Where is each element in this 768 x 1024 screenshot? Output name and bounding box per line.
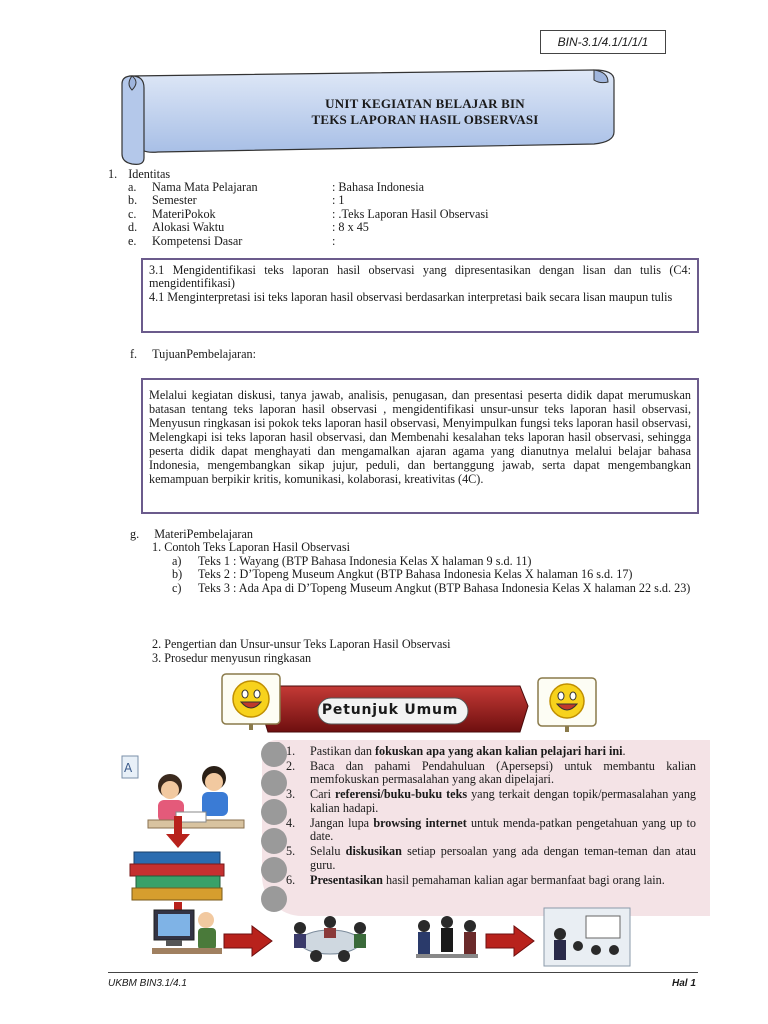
identitas-letter: c. [128,206,137,221]
tujuan-heading: f. TujuanPembelajaran: [130,347,256,361]
presentation-icon [542,906,632,968]
tujuan-box [141,378,699,514]
materi-teks-list [172,555,696,595]
footer-divider [108,972,698,973]
arrow-icon [222,924,274,958]
document-title [300,96,550,128]
kompetensi-dasar-box [141,258,699,333]
footer-page-number: Hal 1 [672,978,696,989]
materi-teks-item: b) Teks 2 : D’Topeng Museum Angkut (BTP Bahasa Indonesia Kelas X halaman 16 s.d. 17) [172,567,633,582]
arrow-icon [484,924,536,958]
tujuan-text: Melalui kegiatan diskusi, tanya jawab, analisis, penugasan, dan presentasi peserta didik dapat merumuskan batasan tentang teks laporan hasil observasi , mengidentifikasi unsur-unsur teks laporan hasil observasi, Menyusun ringkasan isi pokok teks laporan hasil observasi, Menyimpulkan fungsi teks laporan hasil observasi, Melengkapi isi teks laporan hasil observasi, dan Membenahi kesalahan teks laporan hasil observasi, sehingga peserta didik dapat menghayati dan mengamalkan ajaran agama yang dianutnya melalui belajar bahasa Indonesia, mengembangkan sikap jujur, peduli, dan bertanggung jawab, serta dapat mengembangkan kemampuan berpikir kritis, komunikasi, kolaborasi, kreativitas (4C). [149,388,691,486]
identitas-label: Kompetensi Dasar [152,233,243,248]
identitas-label: Semester [152,193,197,208]
identitas-value: : 1 [332,193,345,208]
materi-teks-item: a) Teks 1 : Wayang (BTP Bahasa Indonesia Kelas X halaman 9 s.d. 11) [172,554,532,568]
identitas-letter: a. [128,180,137,194]
petunjuk-item: 6. Presentasikan hasil pemahaman kalian agar bermanfaat bagi orang lain. [286,872,665,887]
identitas-label: Nama Mata Pelajaran [152,180,258,194]
petunjuk-item: 2. Baca dan pahami Pendahuluan (Apersepsi) untuk membantu kalian memfokuskan permasalahan yang akan dipelajari. [286,759,696,787]
title-line-2: TEKS LAPORAN HASIL OBSERVASI [311,112,539,127]
petunjuk-item: 1. Pastikan dan fokuskan apa yang akan kalian pelajari hari ini. [286,744,626,758]
petunjuk-item: 5. Selalu diskusikan setiap persoalan yang ada dengan teman-teman dan atau guru. [286,844,696,872]
identitas-label: Alokasi Waktu [152,220,225,235]
discussion-icon [412,910,482,966]
kd-4-1: 4.1 Menginterpretasi isi teks laporan hasil observasi berdasarkan interpretasi baik secara lisan maupun tulis [149,289,673,304]
identitas-list [128,181,688,251]
materi-heading: g. MateriPembelajaran [130,527,253,541]
identitas-letter: e. [128,233,137,248]
computer-icon [150,904,224,962]
materi-teks-item: c) Teks 3 : Ada Apa di D’Topeng Museum Angkut (BTP Bahasa Indonesia Kelas X halaman 22 s.d. 23) [172,580,691,595]
materi-sub-2: 2. Pengertian dan Unsur-unsur Teks Laporan Hasil Observasi [152,637,451,651]
smiley-icon [536,674,598,732]
identitas-value: : [332,233,336,248]
identitas-heading: 1. Identitas [108,167,171,181]
identitas-value: : Bahasa Indonesia [332,180,425,194]
meeting-icon [282,910,378,966]
identitas-letter: d. [128,220,138,235]
identitas-value: : 8 x 45 [332,220,369,235]
footer-left: UKBM BIN3.1/4.1 [108,978,187,989]
petunjuk-item: 4. Jangan lupa browsing internet untuk menda-patkan pengetahuan yang up to date. [286,815,696,844]
document-code: BIN-3.1/4.1/1/1/1 [540,30,666,54]
title-line-1: UNIT KEGIATAN BELAJAR BIN [325,96,525,111]
identitas-letter: b. [128,193,138,208]
materi-sub-3: 3. Prosedur menyusun ringkasan [152,651,312,665]
identitas-value: : .Teks Laporan Hasil Observasi [332,206,489,221]
petunjuk-item: 3. Cari referensi/buku-buku teks yang terkait dengan topik/permasalahan yang kalian hadapi. [286,787,697,815]
kd-3-1: 3.1 Mengidentifikasi teks laporan hasil observasi yang dipresentasikan dengan lisan dan tulis (C4: mengidentifikasi) [149,263,691,291]
petunjuk-banner-label: Petunjuk Umum [321,702,459,718]
identitas-label: MateriPokok [152,206,216,221]
smiley-icon [220,670,282,730]
petunjuk-list [278,745,696,889]
materi-sub-1: 1. Contoh Teks Laporan Hasil Observasi [152,540,350,554]
svg-text:A: A [124,761,133,775]
